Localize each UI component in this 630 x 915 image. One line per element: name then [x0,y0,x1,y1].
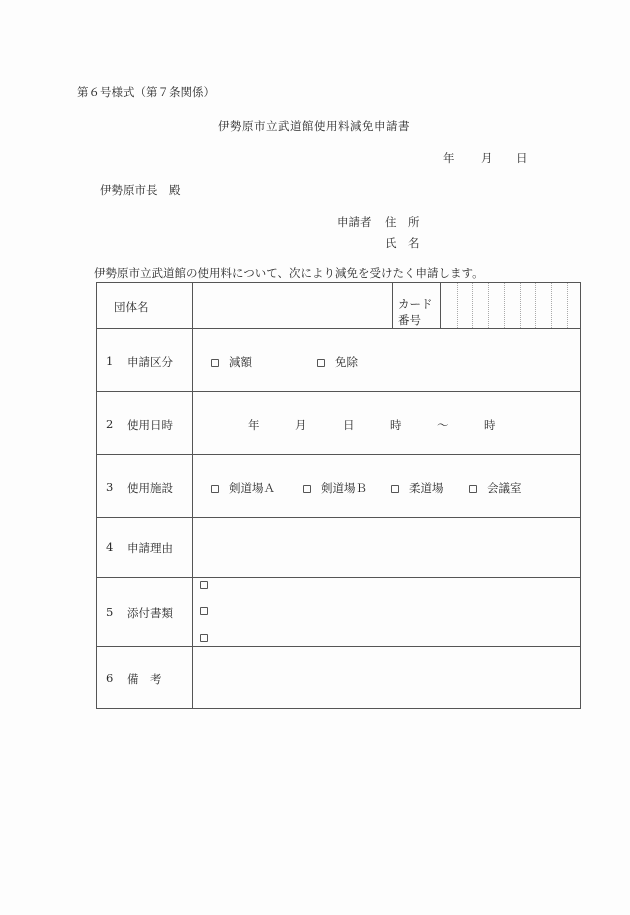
row-divider [97,391,580,392]
row-divider [97,577,580,578]
checkbox-icon[interactable] [303,485,311,493]
row-divider [97,646,580,647]
option-kendo-hall-a[interactable]: 剣道場Ａ [211,480,275,496]
option-judo-hall[interactable]: 柔道場 [391,480,444,496]
row-divider [97,517,580,518]
date-day-label: 日 [516,151,528,165]
row-divider [97,328,580,329]
applicant-label: 申請者 [337,215,372,229]
row-number: 5 [106,605,114,619]
checkbox-icon[interactable] [391,485,399,493]
card-number-label-line2: 番号 [398,313,421,327]
checkbox-icon[interactable] [469,485,477,493]
applicant-address-label: 住 所 [385,215,420,229]
date-year-label: 年 [443,151,455,165]
card-number-field[interactable] [442,284,580,327]
form-number: 第６号様式（第７条関係） [77,85,215,99]
checkbox-icon[interactable] [317,359,325,367]
usage-year-label: 年 [248,418,260,432]
checkbox-icon[interactable] [211,359,219,367]
option-meeting-room[interactable]: 会議室 [469,480,522,496]
usage-start-hour-label: 時 [390,418,402,432]
row-number: 1 [106,354,114,368]
date-month-label: 月 [481,151,493,165]
row-label-application-type: 申請区分 [127,355,173,369]
remarks-field[interactable] [194,648,580,708]
checkbox-icon[interactable] [211,485,219,493]
application-table [96,282,581,709]
row-label-attachments: 添付書類 [127,606,173,620]
column-divider [192,283,193,709]
card-label-left-divider [392,283,393,328]
row-label-reason: 申請理由 [127,541,173,555]
group-name-field[interactable] [194,284,391,327]
usage-end-hour-label: 時 [484,418,496,432]
attachment-checkbox-2[interactable] [200,607,208,615]
attachment-checkbox-3[interactable] [200,634,208,642]
applicant-name-label: 氏 名 [385,236,420,250]
row-number: 6 [106,671,114,685]
option-exemption[interactable]: 免除 [317,354,358,370]
row-divider [97,454,580,455]
time-range-tilde: ～ [437,418,449,432]
row-label-facility: 使用施設 [127,481,173,495]
option-reduction[interactable]: 減額 [211,354,252,370]
card-number-label-line1: カード [398,297,433,311]
card-label-right-divider [440,283,441,328]
row-label-remarks: 備 考 [127,672,162,686]
group-name-label: 団体名 [114,300,149,314]
option-kendo-hall-b[interactable]: 剣道場Ｂ [303,480,367,496]
usage-day-label: 日 [343,418,355,432]
document-title: 伊勢原市立武道館使用料減免申請書 [218,119,410,133]
reason-field[interactable] [194,519,580,576]
usage-month-label: 月 [295,418,307,432]
attachment-checkbox-1[interactable] [200,581,208,589]
row-number: 4 [106,540,114,554]
row-label-usage-datetime: 使用日時 [127,418,173,432]
addressee: 伊勢原市長 殿 [100,183,181,197]
row-number: 3 [106,480,114,494]
row-number: 2 [106,417,114,431]
intro-text: 伊勢原市立武道館の使用料について、次により減免を受けたく申請します。 [94,266,484,280]
